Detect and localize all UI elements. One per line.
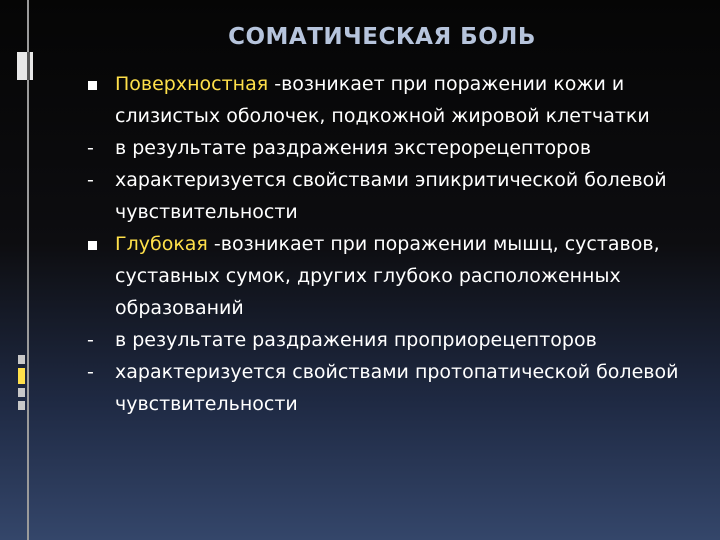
decorative-block [17, 52, 33, 80]
decorative-accent [18, 388, 25, 397]
dash-item [86, 132, 686, 164]
slide-title: СОМАТИЧЕСКАЯ БОЛЬ [228, 24, 536, 50]
dash-text: характеризуется свойствами протопатической болевой чувствительности [115, 361, 679, 415]
square-bullet-icon [86, 68, 106, 100]
dash-bullet-icon: - [87, 137, 94, 159]
bullet-text: -возникает при поражении кожи и слизистых оболочек, подкожной жировой клетчатки [115, 73, 650, 127]
dash-text: в результате раздражения экстерорецепторов [115, 137, 592, 159]
bullet-text: -возникает при поражении мышц, суставов, суставных сумок, других глубоко расположенных образований [115, 233, 660, 319]
left-vertical-rule [27, 0, 29, 540]
bullet-item-deep [86, 228, 686, 324]
decorative-accent [18, 355, 25, 364]
dash-bullet-icon: - [87, 169, 94, 191]
dash-item [86, 324, 686, 356]
term-superficial: Поверхностная [115, 73, 269, 95]
dash-item [86, 356, 686, 420]
dash-bullet-icon: - [87, 329, 94, 351]
bullet-list [86, 68, 686, 420]
dash-text: в результате раздражения проприорецепторов [115, 329, 597, 351]
dash-bullet-icon: - [87, 361, 94, 383]
dash-text: характеризуется свойствами эпикритической болевой чувствительности [115, 169, 667, 223]
decorative-accent-yellow [18, 368, 25, 384]
bullet-item-superficial [86, 68, 686, 132]
dash-item [86, 164, 686, 228]
square-bullet-icon [86, 228, 106, 260]
decorative-accent [18, 401, 25, 410]
term-deep: Глубокая [115, 233, 208, 255]
decorative-block-edge [27, 52, 30, 80]
